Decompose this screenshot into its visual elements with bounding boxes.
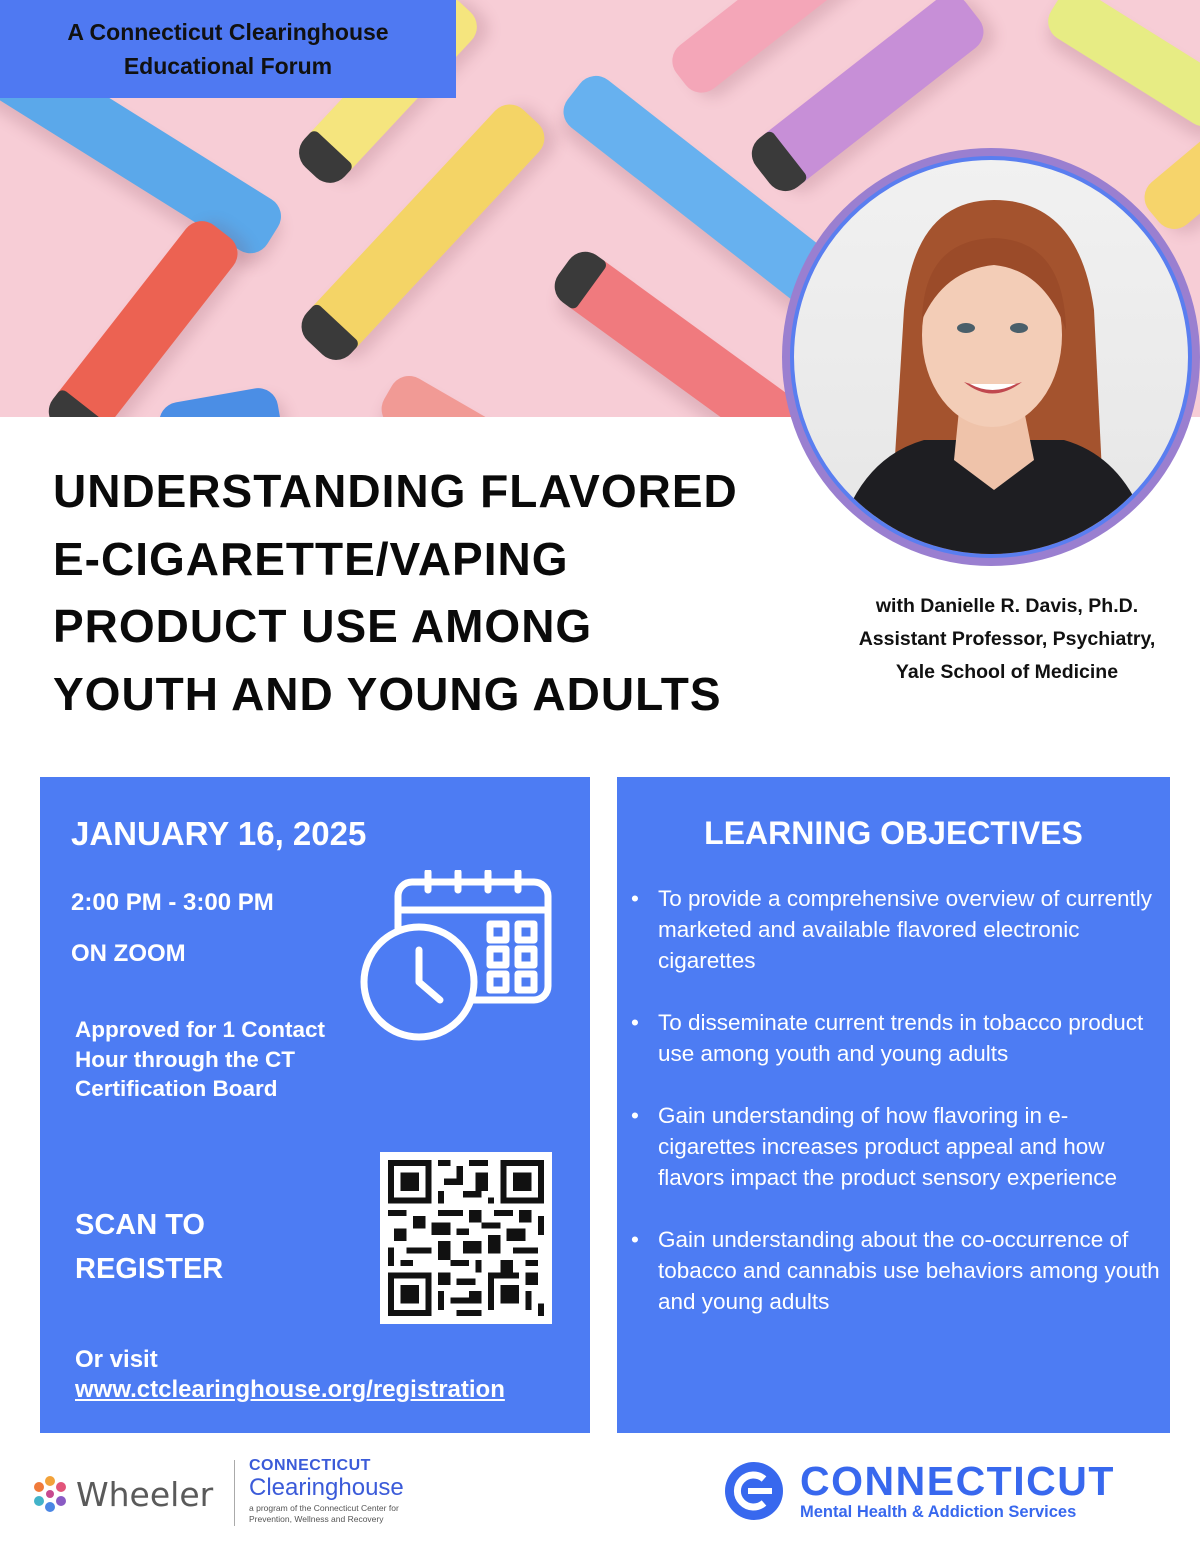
- event-details-panel: [40, 777, 590, 1433]
- learning-objectives-panel: [617, 777, 1170, 1433]
- banner-line-1: A Connecticut Clearinghouse: [67, 19, 389, 45]
- ct-dmhas-logo: [724, 1460, 1115, 1522]
- wheeler-logo: [28, 1472, 213, 1516]
- approval-note: Approved for 1 Contact Hour through the CT Certification Board: [75, 1017, 326, 1101]
- calendar-clock-icon: [360, 870, 556, 1048]
- presenter-role: Assistant Professor, Psychiatry,: [858, 628, 1156, 650]
- logo-divider: [234, 1460, 235, 1526]
- objective-item: • Gain understanding about the co-occurrence of tobacco and cannabis use behaviors among youth and young adults: [631, 1224, 1161, 1317]
- registration-link[interactable]: www.ctclearinghouse.org/registration: [75, 1376, 505, 1403]
- event-date: JANUARY 16, 2025: [71, 815, 367, 852]
- event-location: ON ZOOM: [71, 940, 186, 967]
- objective-item: • Gain understanding of how flavoring in e-cigarettes increases product appeal and how flavors impact the product sensory experience: [631, 1100, 1161, 1193]
- vape-pen-illustration: [44, 213, 245, 417]
- title-line: PRODUCT USE AMONG: [53, 600, 593, 652]
- presenter-portrait-frame: [782, 148, 1200, 566]
- ct-name: CONNECTICUT: [800, 1458, 1115, 1504]
- page-title: [53, 458, 793, 728]
- ct-department: Mental Health & Addiction Services: [800, 1503, 1077, 1521]
- clearinghouse-tagline: a program of the Connecticut Center for Prevention, Wellness and Recovery: [249, 1503, 399, 1524]
- clearinghouse-name: Clearinghouse: [249, 1474, 404, 1501]
- visit-info: [75, 1345, 505, 1405]
- footer-logos: [0, 1440, 1200, 1553]
- objectives-list: [631, 883, 1161, 1348]
- vape-pen-illustration: [156, 385, 284, 417]
- presenter-portrait: [790, 156, 1192, 558]
- presenter-info: [812, 590, 1200, 689]
- title-line: UNDERSTANDING FLAVORED: [53, 465, 738, 517]
- qr-code-icon: [388, 1160, 544, 1316]
- ct-dmhas-icon: [724, 1461, 784, 1521]
- banner-line-2: Educational Forum: [123, 53, 333, 79]
- presenter-name: with Danielle R. Davis, Ph.D.: [875, 595, 1139, 617]
- vape-pen-illustration: [1041, 0, 1200, 134]
- objectives-heading: LEARNING OBJECTIVES: [704, 815, 1083, 851]
- forum-banner: [0, 0, 456, 98]
- objective-item: • To provide a comprehensive overview of currently marketed and available flavored electronic cigarettes: [631, 883, 1161, 976]
- scan-to-register: SCAN TO REGISTER: [75, 1209, 224, 1285]
- visit-label: Or visit: [75, 1346, 158, 1373]
- ct-dmhas-wordmark: [800, 1460, 1115, 1522]
- registration-qr-code[interactable]: [380, 1152, 552, 1324]
- portrait-illustration: [794, 160, 1188, 554]
- presenter-org: Yale School of Medicine: [895, 661, 1119, 683]
- clearinghouse-logo: [249, 1457, 424, 1525]
- title-line: E-CIGARETTE/VAPING: [53, 532, 569, 585]
- event-time: 2:00 PM - 3:00 PM: [71, 889, 274, 916]
- wheeler-flower-icon: [28, 1472, 72, 1516]
- objective-item: • To disseminate current trends in tobacco product use among youth and young adults: [631, 1007, 1161, 1069]
- vape-pen-illustration: [374, 369, 505, 417]
- wheeler-wordmark: Wheeler: [76, 1474, 214, 1514]
- title-line: YOUTH AND YOUNG ADULTS: [53, 667, 722, 720]
- clearinghouse-state: CONNECTICUT: [249, 1457, 371, 1474]
